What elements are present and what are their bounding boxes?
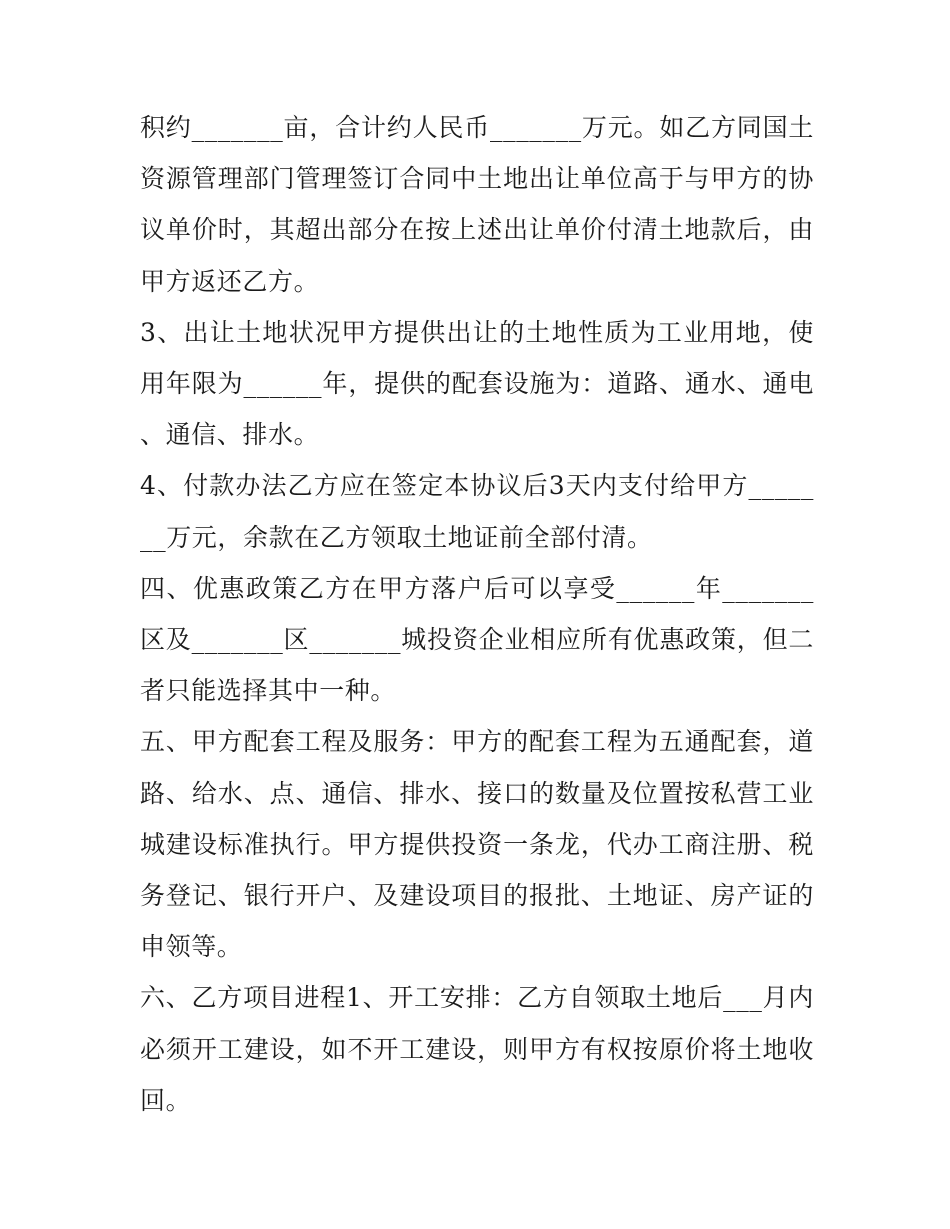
paragraph-land-price: 积约_______亩，合计约人民币_______万元。如乙方同国土资源管理部门管理签订合同中土地出让单位高于与甲方的协议单价时，其超出部分在按上述出让单价付清土地款后，由甲方返还乙方。 bbox=[140, 113, 814, 296]
document-body bbox=[140, 102, 814, 1126]
paragraph-project-schedule: 六、乙方项目进程1、开工安排：乙方自领取土地后___月内必须开工建设，如不开工建设，则甲方有权按原价将土地收回。 bbox=[140, 983, 814, 1115]
paragraph-land-status: 3、出让土地状况甲方提供出让的土地性质为工业用地，使用年限为______年，提供的配套设施为：道路、通水、通电、通信、排水。 bbox=[140, 317, 814, 450]
paragraph-preferential-policy: 四、优惠政策乙方在甲方落户后可以享受______年_______区及_______区_______城投资企业相应所有优惠政策，但二者只能选择其中一种。 bbox=[140, 573, 814, 706]
paragraph-supporting-services: 五、甲方配套工程及服务：甲方的配套工程为五通配套，道路、给水、点、通信、排水、接口的数量及位置按私营工业城建设标准执行。甲方提供投资一条龙，代办工商注册、税务登记、银行开户、及建设项目的报批、土地证、房产证的申领等。 bbox=[140, 727, 814, 962]
paragraph-payment-method: 4、付款办法乙方应在签定本协议后3天内支付给甲方_______万元，余款在乙方领取土地证前全部付清。 bbox=[140, 471, 814, 552]
